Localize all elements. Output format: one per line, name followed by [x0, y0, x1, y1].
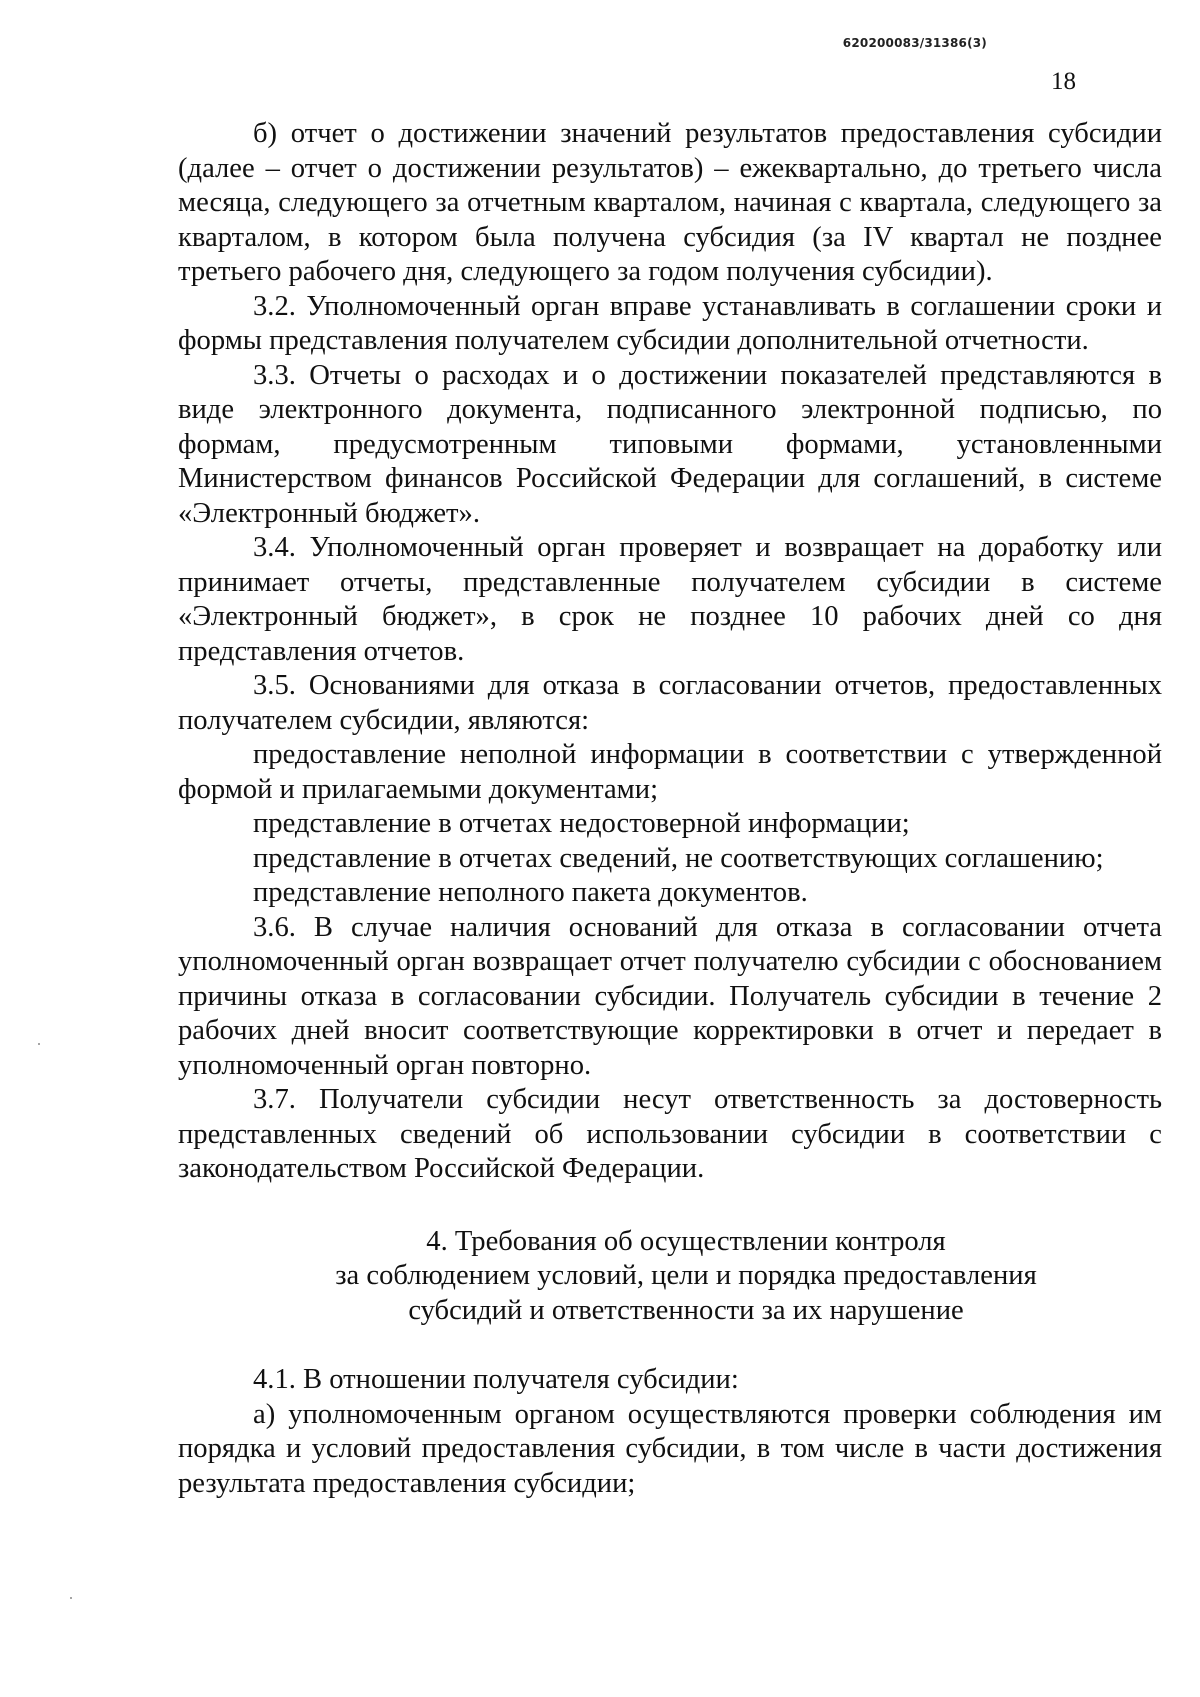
document-body	[178, 117, 1162, 1501]
list-item-unreliable-info: представление в отчетах недостоверной информации;	[253, 808, 910, 839]
section-heading-line-3: субсидий и ответственности за их нарушение	[408, 1294, 964, 1326]
list-item-incomplete-package: представление неполного пакета документов.	[253, 877, 808, 908]
section-heading-line-2: за соблюдением условий, цели и порядка предоставления	[335, 1260, 1037, 1291]
section-heading-line-1: 4. Требования об осуществлении контроля	[426, 1225, 946, 1257]
paragraph-3-4: 3.4. Уполномоченный орган проверяет и возвращает на доработку или принимает отчеты, представленные получателем субсидии в системе «Электронный бюджет», в срок не позднее 10 рабочих дней со дня представления отчетов.	[178, 532, 1162, 667]
scan-speck	[38, 1043, 40, 1045]
paragraph-3-2: 3.2. Уполномоченный орган вправе устанавливать в соглашении сроки и формы представления получателем субсидии дополнительной отчетности.	[178, 290, 1162, 356]
list-item-incomplete-info: предоставление неполной информации в соответствии с утвержденной формой и прилагаемыми документами;	[178, 739, 1162, 805]
spacer	[178, 1187, 1162, 1225]
paragraph-3-3: 3.3. Отчеты о расходах и о достижении показателей представляются в виде электронного документа, подписанного электронной подписью, по формам, предусмотренным типовыми формами, установленными Министерством финансов Российской Федерации для соглашений, в системе «Электронный бюджет».	[178, 359, 1162, 529]
paragraph-3-7: 3.7. Получатели субсидии несут ответственность за достоверность представленных сведений об использовании субсидии в соответствии с законодательством Российской Федерации.	[178, 1084, 1162, 1184]
paragraph-4-1: 4.1. В отношении получателя субсидии:	[253, 1364, 739, 1395]
paragraph-3-6: 3.6. В случае наличия оснований для отказа в согласовании отчета уполномоченный орган возвращает отчет получателю субсидии с обоснованием причины отказа в согласовании субсидии. Получатель субсидии в течение 2 рабочих дней вносит соответствующие корректировки в отчет и передает в уполномоченный орган повторно.	[178, 911, 1162, 1081]
paragraph-4-1-a: а) уполномоченным органом осуществляются проверки соблюдения им порядка и условий предоставления субсидии, в том числе в части достижения результата предоставления субсидии;	[178, 1398, 1162, 1499]
paragraph-3-1-b: б) отчет о достижении значений результатов предоставления субсидии (далее – отчет о достижении результатов) – ежеквартально, до третьего числа месяца, следующего за отчетным кварталом, начиная с квартала, следующего за кварталом, в котором была получена субсидия (за IV квартал не позднее третьего рабочего дня, следующего за годом получения субсидии).	[178, 118, 1162, 287]
list-item-noncompliant-info: представление в отчетах сведений, не соответствующих соглашению;	[253, 842, 1104, 874]
paragraph-3-5: 3.5. Основаниями для отказа в согласовании отчетов, предоставленных получателем субсидии, являются:	[178, 670, 1162, 736]
spacer	[178, 1328, 1162, 1363]
document-id: 620200083/31386(3)	[842, 36, 987, 50]
page-number: 18	[1051, 68, 1076, 95]
scan-speck	[70, 1597, 72, 1599]
